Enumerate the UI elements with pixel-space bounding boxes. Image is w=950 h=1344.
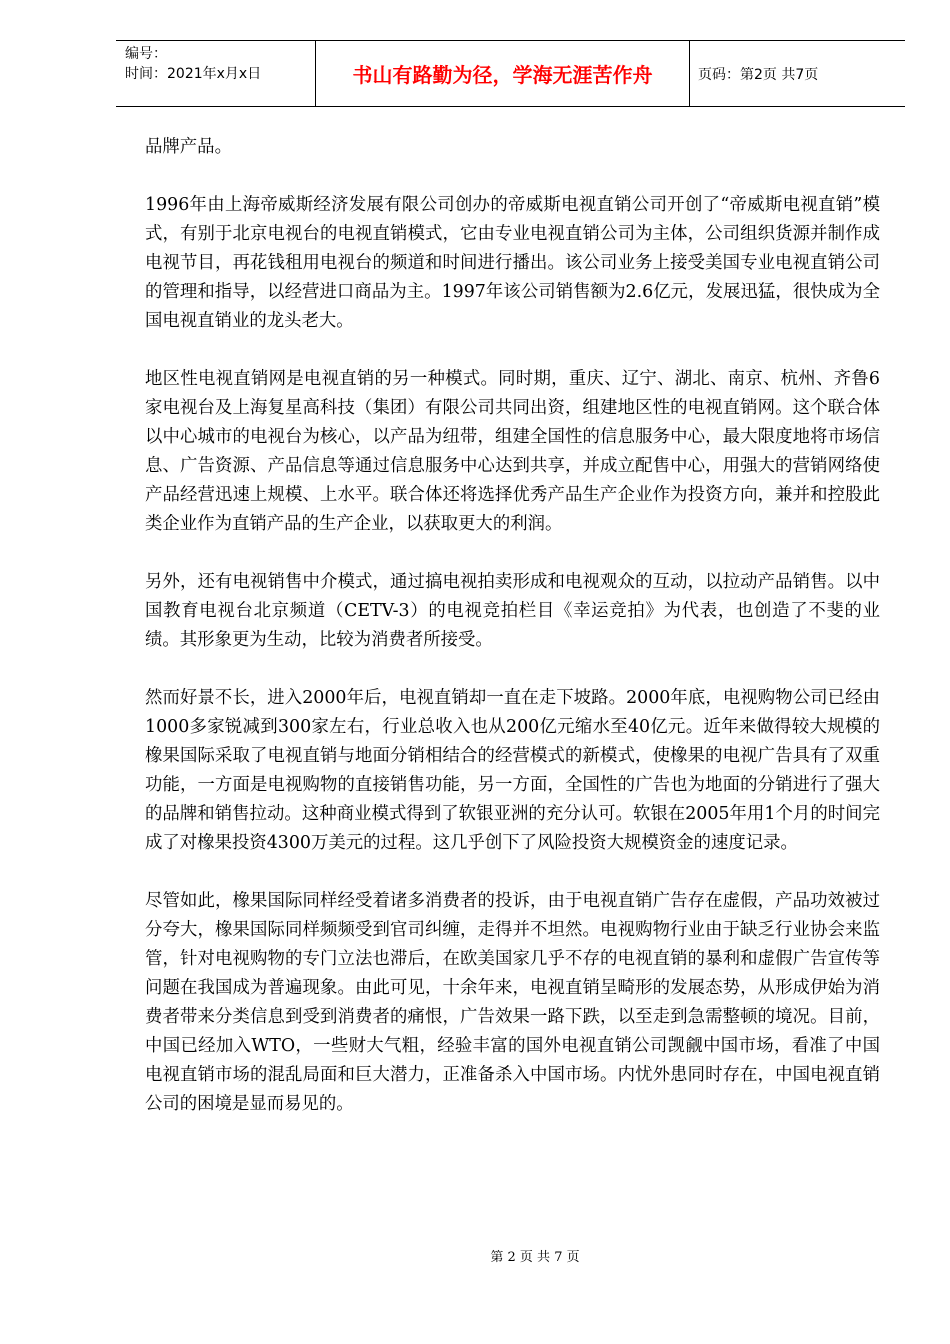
header-motto: 书山有路勤为径，学海无涯苦作舟 [316, 41, 690, 106]
document-date-label: 时间：2021年x月x日 [125, 66, 262, 82]
paragraph: 然而好景不长，进入2000年后，电视直销却一直在走下坡路。2000年底，电视购物公司已经由1000多家锐减到300家左右，行业总收入也从200亿元缩水至40亿元。近年来做得较大规模的橡果国际采取了电视直销与地面分销相结合的经营模式的新模式，使橡果的电视广告具有了双重功能，一方面是电视购物的直接销售功能，另一方面，全国性的广告也为地面的分销进行了强大的品牌和销售拉动。这种商业模式得到了软银亚洲的充分认可。软银在2005年用1个月的时间完成了对橡果投资4300万美元的过程。这几乎创下了风险投资大规模资金的速度记录。 [145, 688, 880, 853]
paragraph: 尽管如此，橡果国际同样经受着诸多消费者的投诉，由于电视直销广告存在虚假，产品功效被过分夸大，橡果国际同样频频受到官司纠缠，走得并不坦然。电视购物行业由于缺乏行业协会来监管，针对电视购物的专门立法也滞后，在欧美国家几乎不存的电视直销的暴利和虚假广告宣传等问题在我国成为普遍现象。由此可见，十余年来，电视直销呈畸形的发展态势，从形成伊始为消费者带来分类信息到受到消费者的痛恨，广告效果一路下跌，以至走到急需整顿的境况。目前，中国已经加入WTO，一些财大气粗，经验丰富的国外电视直销公司觊觎中国市场，看准了中国电视直销市场的混乱局面和巨大潜力，正准备杀入中国市场。内忧外患同时存在，中国电视直销公司的困境是显而易见的。 [145, 891, 880, 1114]
page-footer: 第 2 页 共 7 页 [490, 1250, 580, 1265]
paragraph: 地区性电视直销网是电视直销的另一种模式。同时期，重庆、辽宁、湖北、南京、杭州、齐鲁6家电视台及上海复星高科技（集团）有限公司共同出资，组建地区性的电视直销网。这个联合体以中心城市的电视台为核心，以产品为纽带，组建全国性的信息服务中心，最大限度地将市场信息、广告资源、产品信息等通过信息服务中心达到共享，并成立配售中心，用强大的营销网络使产品经营迅速上规模、上水平。联合体还将选择优秀产品生产企业作为投资方向，兼并和控股此类企业作为直销产品的生产企业，以获取更大的利润。 [145, 369, 880, 534]
header-meta [116, 41, 316, 106]
paragraph: 另外，还有电视销售中介模式，通过搞电视拍卖形成和电视观众的互动，以拉动产品销售。以中国教育电视台北京频道（CETV-3）的电视竞拍栏目《幸运竞拍》为代表，也创造了不斐的业绩。其形象更为生动，比较为消费者所接受。 [145, 572, 880, 650]
paragraph: 1996年由上海帝威斯经济发展有限公司创办的帝威斯电视直销公司开创了“帝威斯电视直销”模式，有别于北京电视台的电视直销模式，它由专业电视直销公司为主体，公司组织货源并制作成电视节目，再花钱租用电视台的频道和时间进行播出。该公司业务上接受美国专业电视直销公司的管理和指导，以经营进口商品为主。1997年该公司销售额为2.6亿元，发展迅猛，很快成为全国电视直销业的龙头老大。 [145, 195, 880, 331]
document-body [145, 133, 880, 1148]
document-number-label: 编号： [125, 46, 167, 62]
header-page-number: 页码：第2页 共7页 [698, 66, 819, 83]
page-header [116, 40, 905, 107]
paragraph: 品牌产品。 [145, 137, 232, 157]
